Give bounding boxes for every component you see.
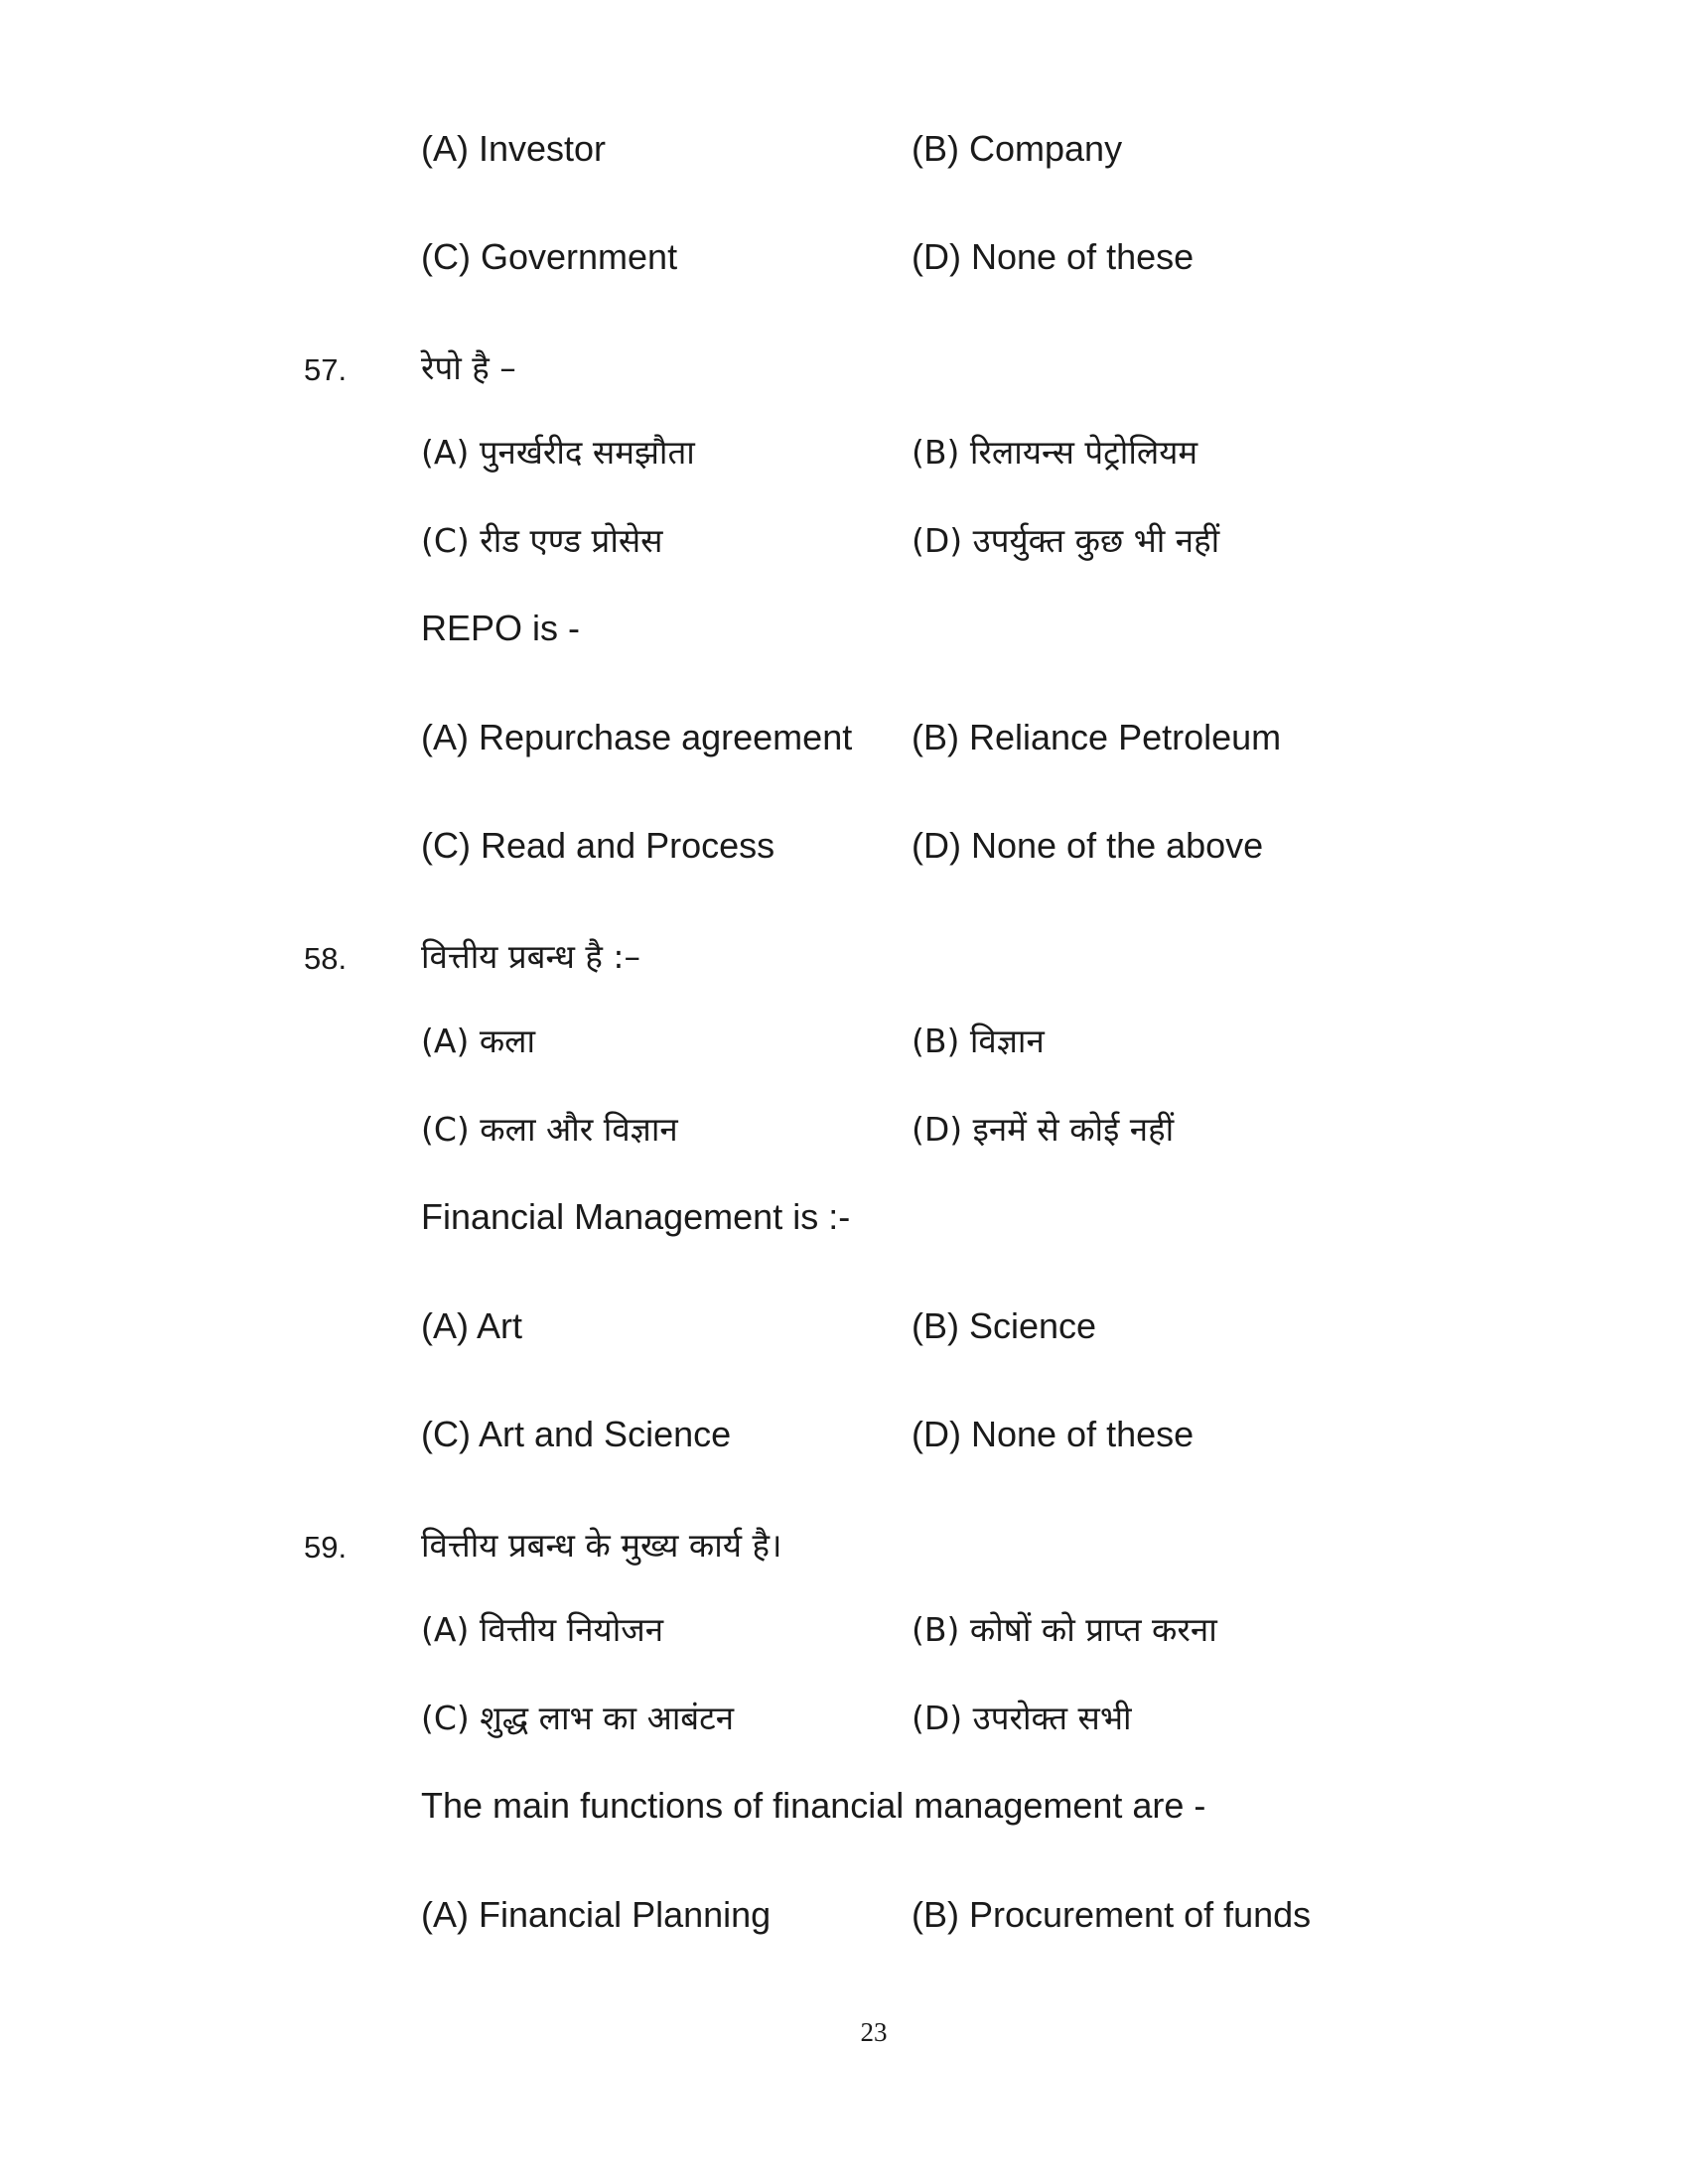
q59-option-b-hindi: (B) कोषों को प्राप्त करना	[912, 1610, 1217, 1649]
q58-option-b-english: (B) Science	[912, 1305, 1097, 1346]
q58-option-d-hindi: (D) इनमें से कोई नहीं	[912, 1110, 1175, 1149]
page-number: 23	[860, 2017, 888, 2047]
q58-option-a-hindi: (A) कला	[421, 1022, 536, 1060]
q57-option-a-english: (A) Repurchase agreement	[421, 717, 853, 757]
q59-option-a-hindi: (A) वित्तीय नियोजन	[421, 1610, 664, 1649]
q58-option-c-hindi: (C) कला और विज्ञान	[421, 1110, 678, 1149]
q59-question-hindi: वित्तीय प्रबन्ध के मुख्य कार्य है।	[421, 1526, 782, 1565]
q57-option-b-hindi: (B) रिलायन्स पेट्रोलियम	[912, 433, 1198, 472]
q59-option-c-hindi: (C) शुद्ध लाभ का आबंटन	[421, 1699, 735, 1737]
q57-option-d-english: (D) None of the above	[912, 825, 1264, 866]
q59-option-d-hindi: (D) उपरोक्त सभी	[912, 1699, 1132, 1737]
q57-question-english: REPO is -	[421, 608, 581, 648]
q58-option-c-english: (C) Art and Science	[421, 1414, 732, 1454]
q58-option-b-hindi: (B) विज्ञान	[912, 1022, 1045, 1060]
q59-option-b-english: (B) Procurement of funds	[912, 1894, 1312, 1935]
q57-number: 57.	[304, 352, 348, 387]
q58-option-d-english: (D) None of these	[912, 1414, 1195, 1454]
q56-option-a: (A) Investor	[421, 128, 607, 169]
q57-option-c-english: (C) Read and Process	[421, 825, 775, 866]
q58-question-english: Financial Management is :-	[421, 1196, 851, 1237]
q57-option-a-hindi: (A) पुनर्खरीद समझौता	[421, 433, 695, 472]
q58-question-hindi: वित्तीय प्रबन्ध है :–	[421, 937, 641, 976]
q57-option-b-english: (B) Reliance Petroleum	[912, 717, 1282, 757]
q57-option-c-hindi: (C) रीड एण्ड प्रोसेस	[421, 521, 663, 560]
q57-option-d-hindi: (D) उपर्युक्त कुछ भी नहीं	[912, 521, 1220, 560]
q56-option-d: (D) None of these	[912, 236, 1195, 277]
q56-option-b: (B) Company	[912, 128, 1123, 169]
q56-option-c: (C) Government	[421, 236, 678, 277]
q59-number: 59.	[304, 1530, 348, 1565]
q58-option-a-english: (A) Art	[421, 1305, 523, 1346]
q58-number: 58.	[304, 941, 348, 976]
q59-question-english: The main functions of financial management are -	[421, 1785, 1206, 1826]
q59-option-a-english: (A) Financial Planning	[421, 1894, 772, 1935]
q57-question-hindi: रेपो है –	[421, 348, 516, 387]
